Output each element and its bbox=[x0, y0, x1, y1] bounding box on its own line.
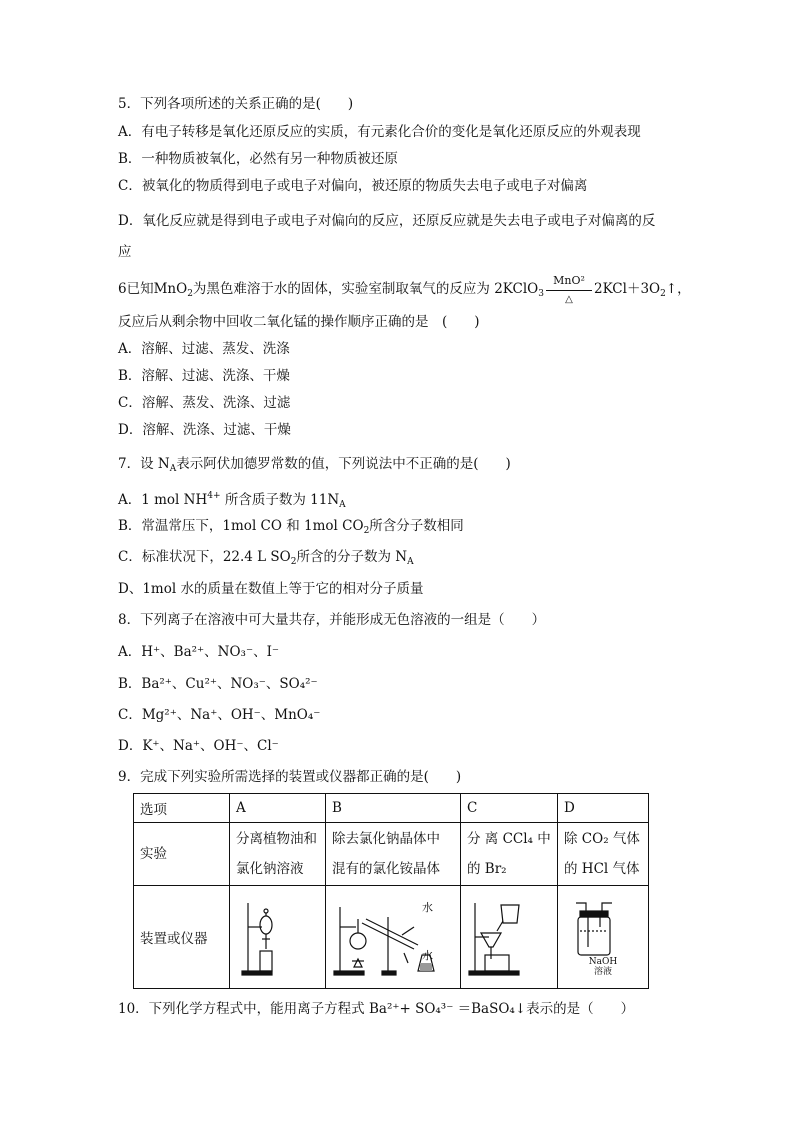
q6-option-a: A．溶解、过滤、蒸发、洗涤 bbox=[118, 341, 290, 357]
cell-exp-c: 分 离 CCl₄ 中 的 Br₂ bbox=[461, 823, 558, 886]
table-row-apparatus bbox=[134, 886, 649, 989]
header-c: C bbox=[461, 794, 558, 823]
cell-exp-b: 除去氯化钠晶体中 混有的氯化铵晶体 bbox=[326, 823, 461, 886]
table-row-experiment bbox=[134, 823, 649, 886]
q5-option-a: A．有电子转移是氧化还原反应的实质，有元素化合价的变化是氧化还原反应的外观表现 bbox=[118, 124, 641, 140]
q6-option-b: B．溶解、过滤、洗涤、干燥 bbox=[118, 368, 290, 384]
q8-option-a: A．H⁺、Ba²⁺、NO₃⁻、I⁻ bbox=[118, 644, 280, 660]
q5-option-c: C．被氧化的物质得到电子或电子对偏向，被还原的物质失去电子或电子对偏离 bbox=[118, 178, 588, 194]
reaction-condition: $\frac{\text{MnO²}}{\triangle}$ bbox=[546, 281, 592, 299]
q8-option-c: C．Mg²⁺、Na⁺、OH⁻、MnO₄⁻ bbox=[118, 707, 321, 723]
q7-option-a: A．1 mol $NH^{4+}$ 所含质子数为 $11N_A$ bbox=[118, 491, 346, 510]
table-header-row bbox=[134, 794, 649, 823]
water-label-top: 水 bbox=[422, 901, 433, 914]
cell-apparatus-c bbox=[461, 886, 558, 989]
gas-washing-bottle-icon bbox=[564, 897, 624, 957]
q6-option-d: D．溶解、洗涤、过滤、干燥 bbox=[118, 422, 291, 438]
q6-option-c: C．溶解、蒸发、洗涤、过滤 bbox=[118, 395, 291, 411]
q7-stem: 7．设 $N_A$表示阿伏加德罗常数的值，下列说法中不正确的是( ) bbox=[118, 456, 511, 474]
naoh-label: NaOH bbox=[588, 957, 618, 967]
cell-apparatus-d bbox=[558, 886, 649, 989]
q8-option-b: B．Ba²⁺、Cu²⁺、NO₃⁻、SO₄²⁻ bbox=[118, 676, 318, 692]
solution-label: 溶液 bbox=[593, 967, 612, 977]
separatory-funnel-icon bbox=[236, 897, 296, 977]
q7-option-d: D、1mol 水的质量在数值上等于它的相对分子质量 bbox=[118, 581, 424, 597]
header-d: D bbox=[558, 794, 649, 823]
q5-stem: 5．下列各项所述的关系正确的是( ) bbox=[118, 96, 354, 112]
q5-option-d: D．氧化反应就是得到电子或电子对偏向的反应，还原反应就是失去电子或电子对偏离的反 bbox=[118, 213, 656, 229]
row-label-experiment: 实验 bbox=[134, 823, 230, 886]
header-option: 选项 bbox=[134, 794, 230, 823]
q9-stem: 9．完成下列实验所需选择的装置或仪器都正确的是( ) bbox=[118, 769, 462, 785]
header-b: B bbox=[326, 794, 461, 823]
cell-apparatus-a bbox=[230, 886, 326, 989]
cell-exp-a: 分离植物油和 氯化钠溶液 bbox=[230, 823, 326, 886]
q8-option-d: D．K⁺、Na⁺、OH⁻、Cl⁻ bbox=[118, 738, 279, 754]
cell-apparatus-b bbox=[326, 886, 461, 989]
q8-stem: 8．下列离子在溶液中可大量共存，并能形成无色溶液的一组是（ ） bbox=[118, 612, 546, 628]
q7-option-b: B．常温常压下，1mol CO 和 1mol $CO_2$所含分子数相同 bbox=[118, 518, 464, 536]
q5-option-d-cont: 应 bbox=[118, 244, 132, 260]
q6-stem-cont: 反应后从剩余物中回收二氧化锰的操作顺序正确的是 ( ) bbox=[118, 314, 480, 330]
q9-table bbox=[133, 793, 649, 989]
q7-option-c: C．标准状况下，22.4 L $SO_2$所含的分子数为 $N_A$ bbox=[118, 549, 414, 567]
filtration-apparatus-icon bbox=[467, 897, 533, 977]
row-label-apparatus: 装置或仪器 bbox=[134, 886, 230, 989]
q5-option-b: B．一种物质被氧化，必然有另一种物质被还原 bbox=[118, 151, 398, 167]
water-label-bottom: 水 bbox=[422, 949, 433, 962]
q6-stem: 6已知MnO$_2$为黑色难溶于水的固体，实验室制取氧气的反应为 2KClO$_3$ $\frac{\text{MnO²}}{\triangle}$ $2KCl+3O_2↑$， bbox=[118, 273, 691, 305]
q10-stem: 10．下列化学方程式中，能用离子方程式 Ba²⁺+ SO₄³⁻ ＝BaSO₄↓表示的是（ ） bbox=[118, 1001, 635, 1017]
cell-exp-d: 除 CO₂ 气体 的 HCl 气体 bbox=[558, 823, 649, 886]
header-a: A bbox=[230, 794, 326, 823]
